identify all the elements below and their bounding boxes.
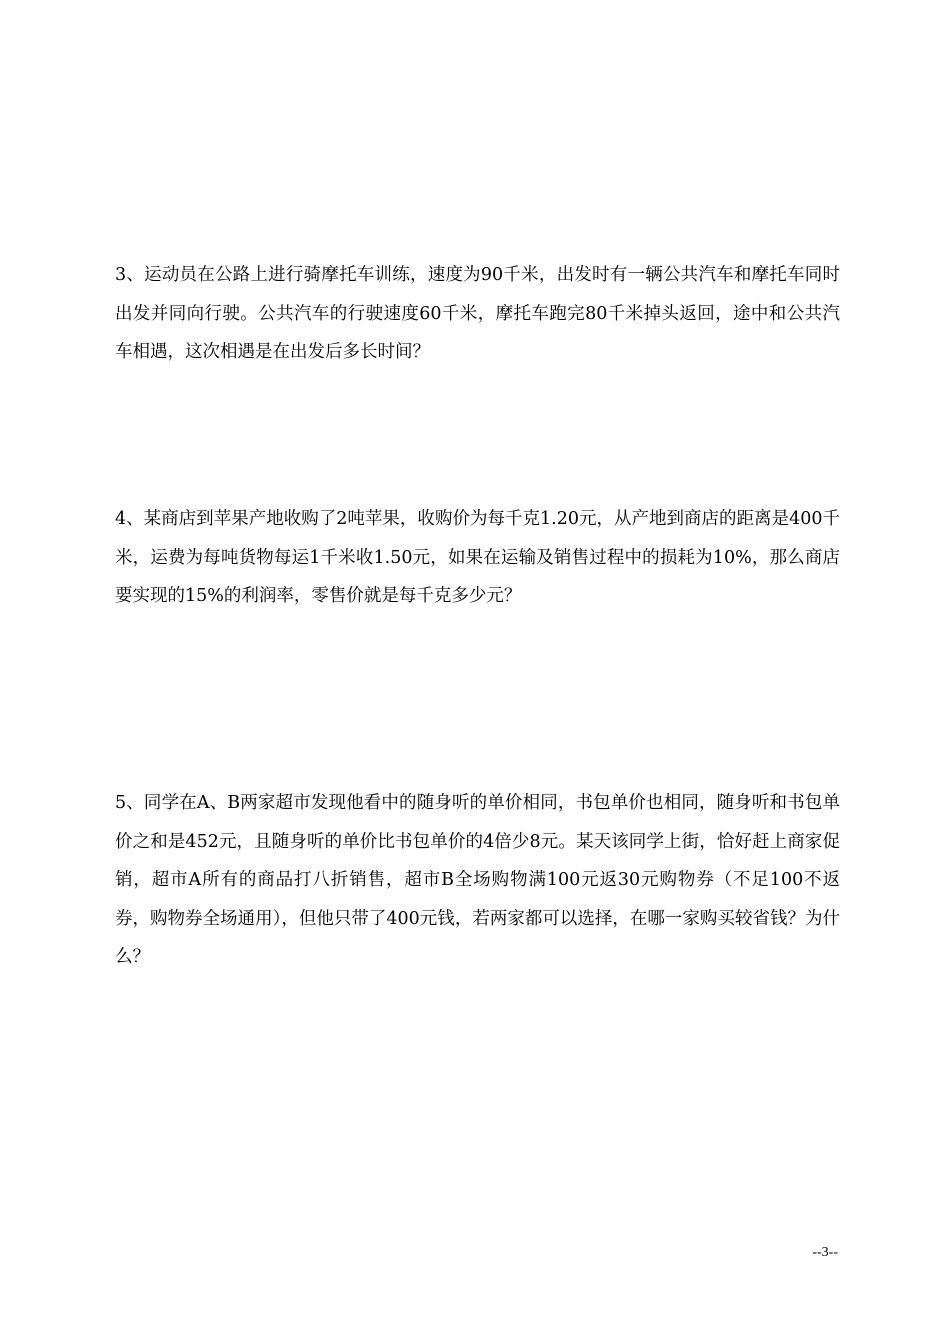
page-number: --3-- [812, 1245, 838, 1260]
problem-5: 5、同学在A、B两家超市发现他看中的随身听的单价相同，书包单价也相同，随身听和书包单价之和是452元，且随身听的单价比书包单价的4倍少8元。某天该同学上街，恰好赶上商家促销，超市A所有的商品打八折销售，超市B全场购物满100元返30元购物券（不足100不返券，购物券全场通用），但他只带了400元钱，若两家都可以选择，在哪一家购买较省钱？为什么？ [115, 793, 840, 967]
problem-3: 3、运动员在公路上进行骑摩托车训练，速度为90千米，出发时有一辆公共汽车和摩托车同时出发并同向行驶。公共汽车的行驶速度60千米，摩托车跑完80千米掉头返回，途中和公共汽车相遇，这次相遇是在出发后多长时间？ [115, 265, 840, 362]
problem-4: 4、某商店到苹果产地收购了2吨苹果，收购价为每千克1.20元，从产地到商店的距离是400千米，运费为每吨货物每运1千米收1.50元，如果在运输及销售过程中的损耗为10%，那么商店要实现的15%的利润率，零售价就是每千克多少元？ [115, 509, 840, 606]
